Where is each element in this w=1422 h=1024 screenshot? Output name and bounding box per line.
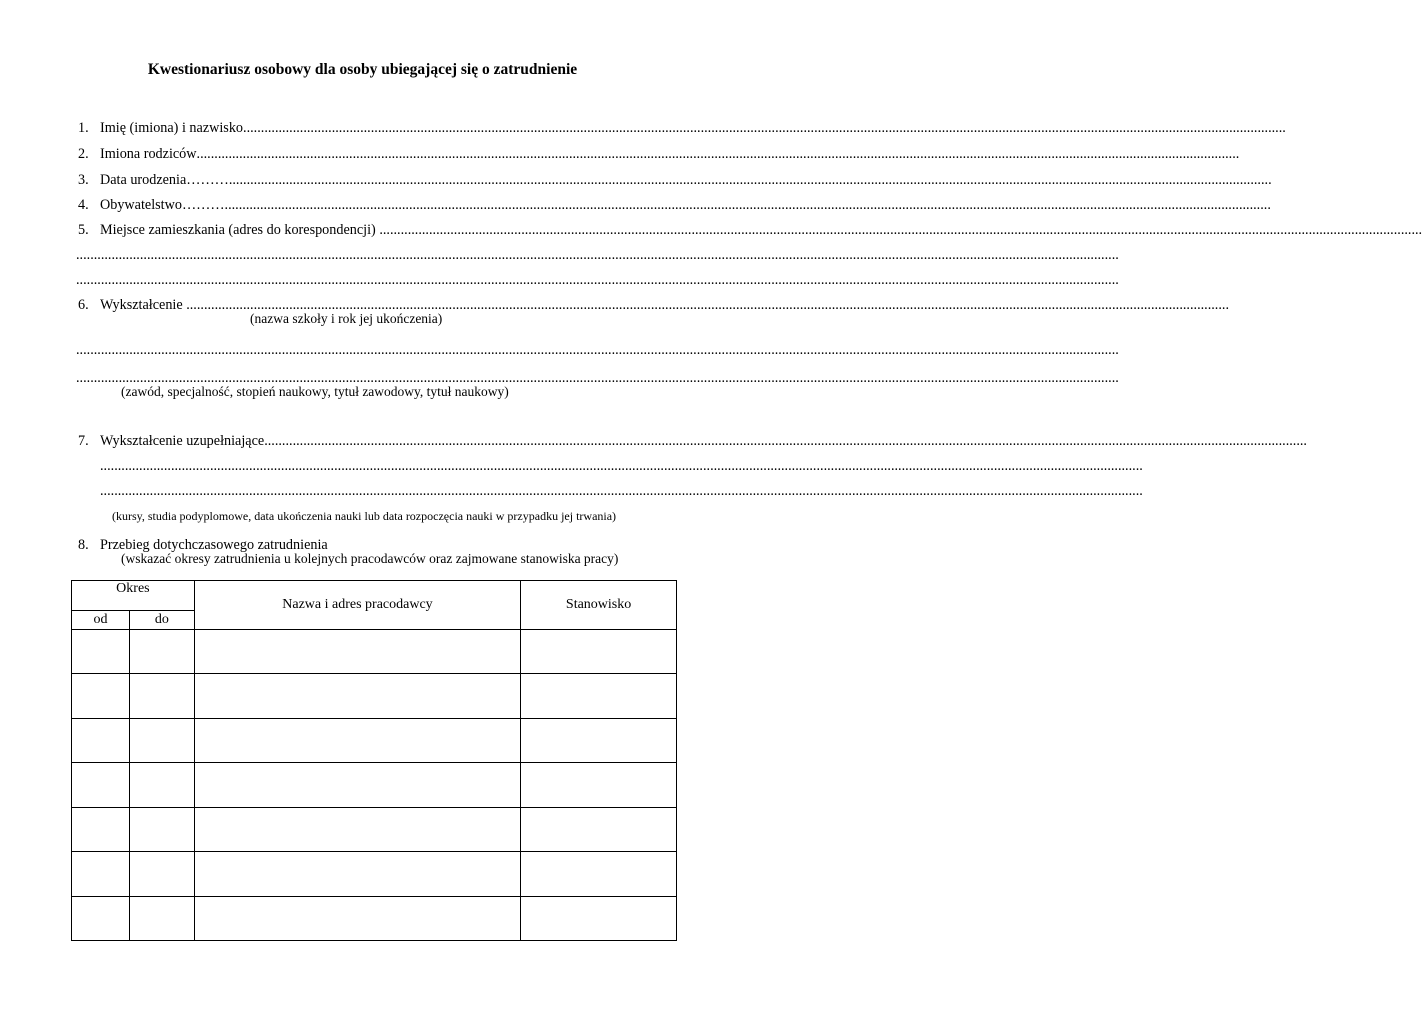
table-row [72,719,677,763]
table-row [72,630,677,674]
dotted-line: ...................................................................................................................................................................................................................................................................................................... [228,172,1272,188]
profession-caption: (zawód, specjalność, stopień naukowy, tytuł zawodowy, tytuł naukowy) [121,384,509,399]
to-cell[interactable] [129,852,194,897]
position-cell[interactable] [521,763,677,808]
birth-date-label: Data urodzenia……… [100,172,229,188]
dotted-line: ...................................................................................................................................................................................................................................................................................................... [379,222,1422,238]
from-header: od [72,611,130,630]
name-label: Imię (imiona) i nazwisko [100,120,244,136]
to-cell[interactable] [129,808,194,852]
dotted-line: ...................................................................................................................................................................................................................................................................................................... [264,433,1307,449]
dotted-line: ...................................................................................................................................................................................................................................................................................................... [76,370,1119,386]
item-number-5: 5. [78,222,89,238]
to-cell[interactable] [129,897,194,941]
period-header: Okres [72,581,195,611]
to-cell[interactable] [129,630,194,674]
table-row [72,897,677,941]
from-cell[interactable] [72,852,130,897]
from-cell[interactable] [72,630,130,674]
dotted-line: ...................................................................................................................................................................................................................................................................................................... [76,247,1119,263]
table-row [72,808,677,852]
citizenship-field[interactable] [100,196,1271,214]
dotted-line: ...................................................................................................................................................................................................................................................................................................... [100,483,1143,499]
position-header: Stanowisko [521,581,677,630]
employer-cell[interactable] [194,897,520,941]
from-cell[interactable] [72,719,130,763]
citizenship-label: Obywatelstwo………. [100,197,229,213]
dotted-line: ...................................................................................................................................................................................................................................................................................................... [243,120,1286,136]
item-number-2: 2. [78,146,89,162]
position-cell[interactable] [521,674,677,719]
dotted-line: ...................................................................................................................................................................................................................................................................................................... [186,297,1229,313]
additional-education-line-2[interactable] [100,457,1143,475]
courses-caption: (kursy, studia podyplomowe, data ukończenia nauki lub data rozpoczęcia nauki w przypadku jej trwania) [112,509,617,523]
to-header: do [129,611,194,630]
name-field[interactable] [100,119,1286,137]
additional-education-field[interactable] [100,432,1307,450]
parents-names-label: Imiona rodziców [100,146,197,162]
item-number-3: 3. [78,172,89,188]
employer-header: Nazwa i adres pracodawcy [194,581,520,630]
to-cell[interactable] [129,674,194,719]
from-cell[interactable] [72,674,130,719]
to-cell[interactable] [129,763,194,808]
position-cell[interactable] [521,852,677,897]
dotted-line: ...................................................................................................................................................................................................................................................................................................... [76,272,1119,288]
employer-cell[interactable] [194,808,520,852]
employer-cell[interactable] [194,719,520,763]
item-number-6: 6. [78,297,89,313]
page-title: Kwestionariusz osobowy dla osoby ubiegającej się o zatrudnienie [147,61,578,78]
employer-cell[interactable] [194,763,520,808]
item-number-4: 4. [78,197,89,213]
dotted-line: ...................................................................................................................................................................................................................................................................................................... [228,197,1271,213]
dotted-line: ...................................................................................................................................................................................................................................................................................................... [196,146,1240,162]
from-cell[interactable] [72,763,130,808]
position-cell[interactable] [521,719,677,763]
item-number-7: 7. [78,433,89,449]
school-caption: (nazwa szkoły i rok jej ukończenia) [250,311,443,326]
address-line-2[interactable] [76,246,1119,264]
employer-cell[interactable] [194,630,520,674]
from-cell[interactable] [72,808,130,852]
address-field[interactable] [100,221,1422,239]
employment-caption: (wskazać okresy zatrudnienia u kolejnych pracodawców oraz zajmowane stanowiska pracy) [121,551,619,566]
position-cell[interactable] [521,808,677,852]
education-line-2[interactable] [76,341,1119,359]
employment-table [71,580,677,941]
from-cell[interactable] [72,897,130,941]
employer-cell[interactable] [194,674,520,719]
parents-names-field[interactable] [100,145,1240,163]
additional-education-line-3[interactable] [100,482,1143,500]
address-label: Miejsce zamieszkania (adres do korespondencji) [100,222,380,238]
employment-heading: Przebieg dotychczasowego zatrudnienia [100,537,328,553]
address-line-3[interactable] [76,271,1119,289]
position-cell[interactable] [521,630,677,674]
item-number-8: 8. [78,537,89,553]
table-row [72,852,677,897]
table-row [72,763,677,808]
dotted-line: ...................................................................................................................................................................................................................................................................................................... [76,342,1119,358]
position-cell[interactable] [521,897,677,941]
item-number-1: 1. [78,120,89,136]
dotted-line: ...................................................................................................................................................................................................................................................................................................... [100,458,1143,474]
to-cell[interactable] [129,719,194,763]
table-row [72,674,677,719]
birth-date-field[interactable] [100,171,1272,189]
education-label: Wykształcenie [100,297,187,313]
employer-cell[interactable] [194,852,520,897]
additional-education-label: Wykształcenie uzupełniające [100,433,265,449]
